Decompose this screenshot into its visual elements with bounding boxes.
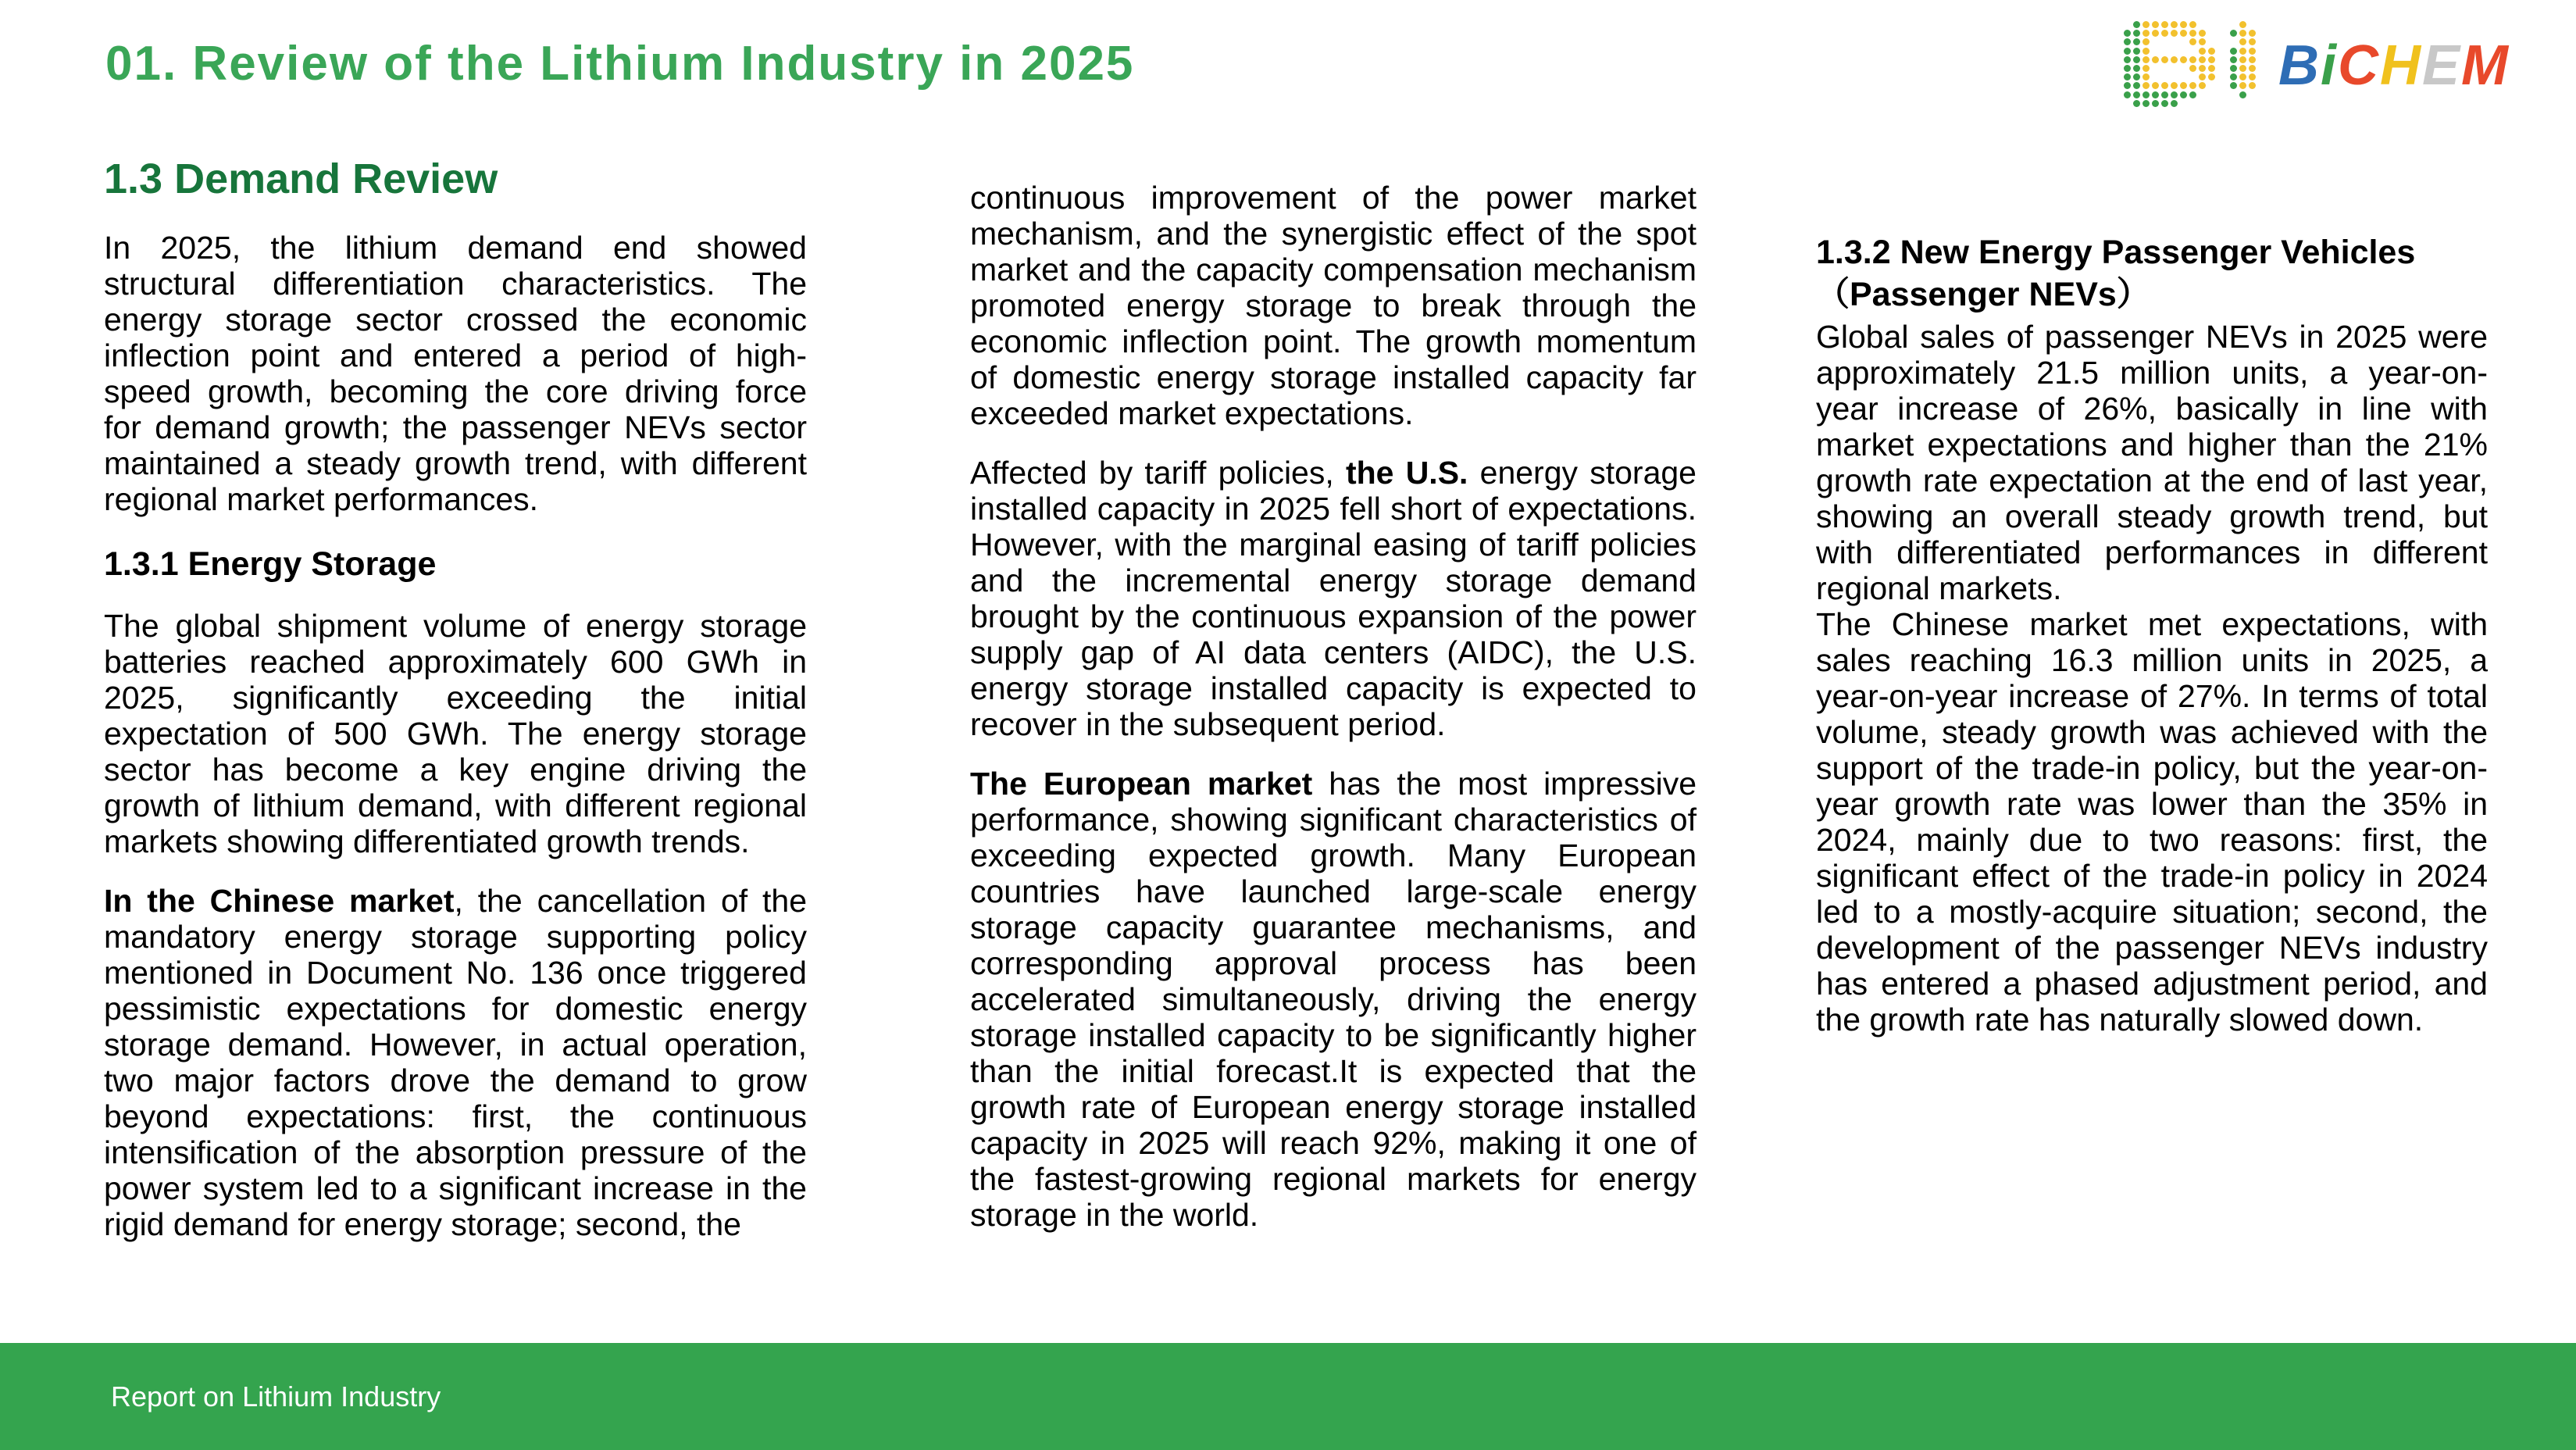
bold-european-market: The European market (970, 766, 1313, 802)
heading-nevs-line2: （Passenger NEVs） (1816, 276, 2150, 313)
paragraph-chinese-market-text: , the cancellation of the mandatory energy storage supporting policy mentioned in Document No. 136 once triggered pessimistic expectations for domestic energy storage demand. However, in actual operation, two major factors drove the demand to grow beyond expectations: first, the continuous intensification of the absorption pressure of the power system led to a significant increase in the rigid demand for energy storage; second, the (104, 882, 807, 1242)
paragraph-us-pre: Affected by tariff policies, (970, 455, 1346, 491)
bichem-logo (2124, 20, 2510, 111)
logo-letter-e: E (2421, 34, 2462, 97)
paragraph-power-market: continuous improvement of the power market mechanism, and the synergistic effect of the spot market and the capacity compensation mechanism promoted energy storage to break through the economic inflection point. The growth momentum of domestic energy storage installed capacity far exceeded market expectations. (970, 180, 1697, 431)
paragraph-global-shipment: The global shipment volume of energy storage batteries reached approximately 600 GWh in 2025, significantly exceeding the initial expectation of 500 GWh. The energy storage sector has become a key engine driving the growth of lithium demand, with different regional markets showing differentiated growth trends. (104, 607, 807, 859)
column-2 (970, 180, 1697, 1256)
logo-letter-b: B (2278, 34, 2321, 97)
logo-letter-i: i (2320, 34, 2338, 97)
paragraph-us-rest: energy storage installed capacity in 2025 fell short of expectations. However, with the marginal easing of tariff policies and the incremental energy storage demand brought by the continuous expansion of the power supply gap of AI data centers (AIDC), the U.S. energy storage installed capacity is expected to recover in the subsequent period. (970, 455, 1697, 742)
column-1 (104, 155, 807, 1266)
logo-letter-c: C (2337, 34, 2380, 97)
paragraph-chinese-nev-market: The Chinese market met expectations, with sales reaching 16.3 million units in 2025, a year-on-year increase of 27%. In terms of total volume, steady growth was achieved with the support of the trade-in policy, but the year-on-year growth rate was lower than the 35% in 2024, mainly due to two reasons: first, the significant effect of the trade-in policy in 2024 led to a mostly-acquire situation; second, the development of the passenger NEVs industry has entered a phased adjustment period, and the growth rate has naturally slowed down. (1816, 606, 2488, 1038)
subsection-heading-passenger-nevs (1816, 231, 2488, 316)
heading-nevs-line1: 1.3.2 New Energy Passenger Vehicles (1816, 234, 2416, 271)
logo-dot-matrix-icon (2124, 21, 2258, 110)
footer-bar (0, 1343, 2576, 1450)
paragraph-us-market (970, 455, 1697, 742)
logo-wordmark (2278, 34, 2510, 97)
paragraph-global-nev-sales: Global sales of passenger NEVs in 2025 were approximately 21.5 million units, a year-on-year increase of 26%, basically in line with market expectations and higher than the 21% growth rate expectation at the end of last year, showing an overall steady growth trend, but with differentiated performances in different regional markets. (1816, 319, 2488, 606)
paragraph-chinese-market (104, 883, 807, 1242)
column-3 (1816, 231, 2488, 1038)
page-title: 01. Review of the Lithium Industry in 2025 (105, 37, 1135, 91)
logo-letter-m: M (2461, 34, 2510, 97)
subsection-heading-energy-storage: 1.3.1 Energy Storage (104, 545, 437, 584)
bold-us: the U.S. (1345, 455, 1468, 491)
paragraph-european-market-text: has the most impressive performance, showing significant characteristics of exceeding expected growth. Many European countries have launched large-scale energy storage capacity guarantee mechanisms, and corresponding approval process has been accelerated simultaneously, driving the energy storage installed capacity to be significantly higher than the initial forecast.It is expected that the growth rate of European energy storage installed capacity in 2025 will reach 92%, making it one of the fastest-growing regional markets for energy storage in the world. (970, 766, 1697, 1233)
section-heading-demand-review: 1.3 Demand Review (104, 155, 498, 202)
paragraph-demand-overview: In 2025, the lithium demand end showed structural differentiation characteristics. The energy storage sector crossed the economic inflection point and entered a period of high-speed growth, becoming the core driving force for demand growth; the passenger NEVs sector maintained a steady growth trend, with different regional market performances. (104, 230, 807, 518)
footer-text: Report on Lithium Industry (111, 1380, 441, 1412)
logo-letter-h: H (2379, 34, 2422, 97)
paragraph-european-market (970, 766, 1697, 1233)
bold-chinese-market: In the Chinese market (104, 882, 455, 919)
